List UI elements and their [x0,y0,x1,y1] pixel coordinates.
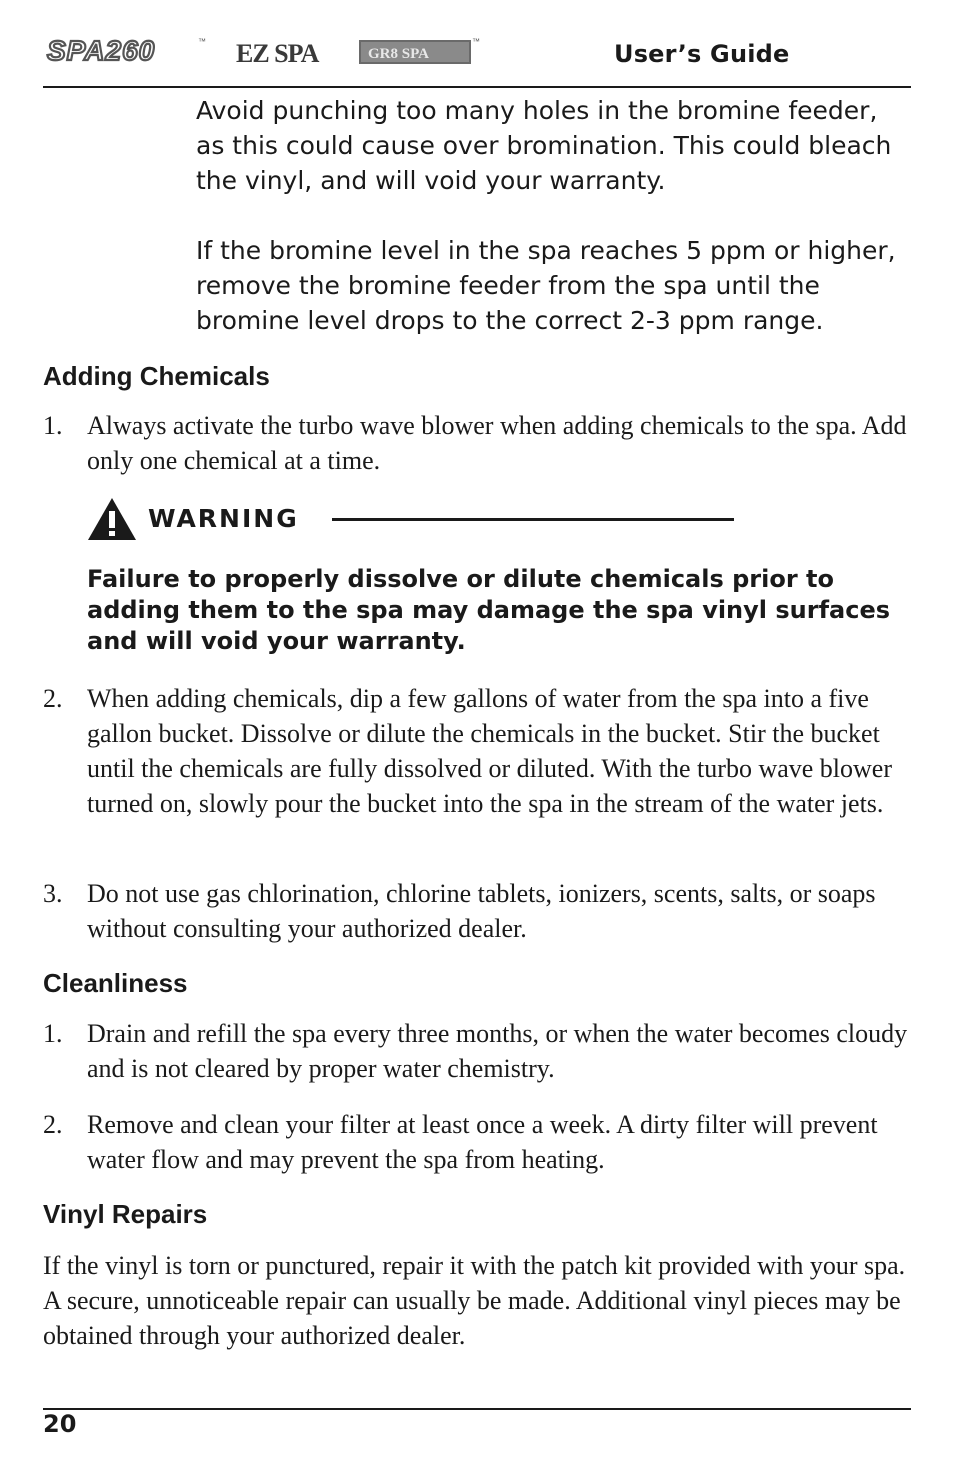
list-item-number: 1. [43,411,63,440]
list-item: Do not use gas chlorination, chlorine tablets, ionizers, scents, salts, or soaps without consulting your authorized dealer. [87,879,876,943]
list-item: When adding chemicals, dip a few gallons of water from the spa into a five gallon bucket. Dissolve or dilute the chemicals in the bucket. Stir the bucket until the chemicals are fully dissolved or diluted. With the turbo wave blower turned on, slowly pour the bucket into the spa in the stream of the water jets. [87,684,892,818]
spa260-logo [45,34,205,68]
list-item: Drain and refill the spa every three months, or when the water becomes cloudy and is not cleared by proper water chemistry. [87,1019,908,1083]
list-item: Remove and clean your filter at least once a week. A dirty filter will prevent water flow and may prevent the spa from heating. [87,1110,878,1174]
footer-rule [43,1408,911,1410]
bromine-feeder-note: Avoid punching too many holes in the bromine feeder, as this could cause over bromination. This could bleach the vinyl, and will void your warranty. [196,96,892,195]
bromine-level-note: If the bromine level in the spa reaches 5 ppm or higher, remove the bromine feeder from the spa until the bromine level drops to the correct 2-3 ppm range. [196,236,896,335]
list-item-number: 3. [43,879,63,908]
svg-text:™: ™ [472,37,480,46]
list-item-number: 2. [43,1110,63,1139]
warning-label: WARNING [148,504,299,533]
vinyl-repairs-text: If the vinyl is torn or punctured, repair it with the patch kit provided with your spa. A secure, unnoticeable repair can usually be made. Additional vinyl pieces may be obtained through your authorized dealer. [43,1251,906,1350]
header-rule [43,86,911,88]
list-item: Always activate the turbo wave blower when adding chemicals to the spa. Add only one chemical at a time. [87,411,907,475]
svg-text:™: ™ [198,37,206,46]
guide-title: User’s Guide [614,40,790,68]
list-item-number: 1. [43,1019,63,1048]
warning-text: Failure to properly dissolve or dilute chemicals prior to adding them to the spa may damage the spa vinyl surfaces and will void your warranty. [87,565,891,655]
vinyl-repairs-heading: Vinyl Repairs [43,1199,208,1229]
spa260-logo-text: SPA260 [47,35,156,66]
adding-chemicals-heading: Adding Chemicals [43,361,270,391]
warning-triangle-icon [86,496,138,542]
warning-rule [332,518,734,521]
page-number: 20 [43,1410,77,1438]
list-item-number: 2. [43,684,63,713]
cleanliness-heading: Cleanliness [43,968,188,998]
ezspa-logo [234,34,324,68]
gr8spa-logo [358,34,480,68]
gr8spa-logo-text: GR8 SPA [368,46,429,62]
ezspa-logo-text: EZ SPA [236,39,319,68]
